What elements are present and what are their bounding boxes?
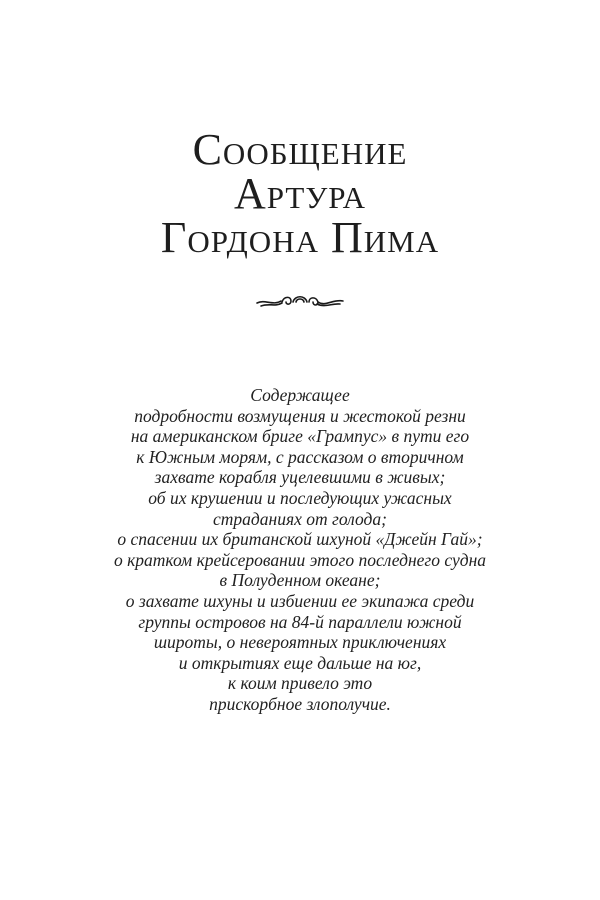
subtitle-line: подробности возмущения и жестокой резни xyxy=(134,405,466,426)
subtitle-line: широты, о невероятных приключениях xyxy=(153,632,447,653)
book-title-line: Сообщение xyxy=(192,125,408,174)
subtitle-line: к Южным морям, с рассказом о вторичном xyxy=(136,446,464,467)
book-title-line: Гордона Пима xyxy=(160,213,440,262)
subtitle-line: страданиях от голода; xyxy=(213,508,387,529)
subtitle-line: об их крушении и последующих ужасных xyxy=(148,487,452,508)
subtitle-line: о спасении их британской шхуной «Джейн Гай»; xyxy=(117,529,483,550)
subtitle-line: к коим привело это xyxy=(227,673,373,694)
subtitle-line: о захвате шхуны и избиении ее экипажа среди xyxy=(125,590,475,611)
book-title xyxy=(0,125,600,262)
subtitle-line: Содержащее xyxy=(250,385,350,405)
subtitle-line: группы островов на 84-й параллели южной xyxy=(138,611,462,632)
subtitle-line: и открытиях еще дальше на юг, xyxy=(178,652,422,673)
book-subtitle xyxy=(0,385,600,715)
decorative-flourish-icon xyxy=(255,290,345,312)
subtitle-line: в Полуденном океане; xyxy=(219,570,381,591)
subtitle-line: о кратком крейсеровании этого последнего судна xyxy=(113,549,487,570)
book-title-line: Артура xyxy=(234,169,366,218)
subtitle-line: прискорбное злополучие. xyxy=(209,693,391,714)
subtitle-line: на американском бриге «Грампус» в пути его xyxy=(130,426,470,447)
subtitle-line: захвате корабля уцелевшими в живых; xyxy=(154,467,446,488)
